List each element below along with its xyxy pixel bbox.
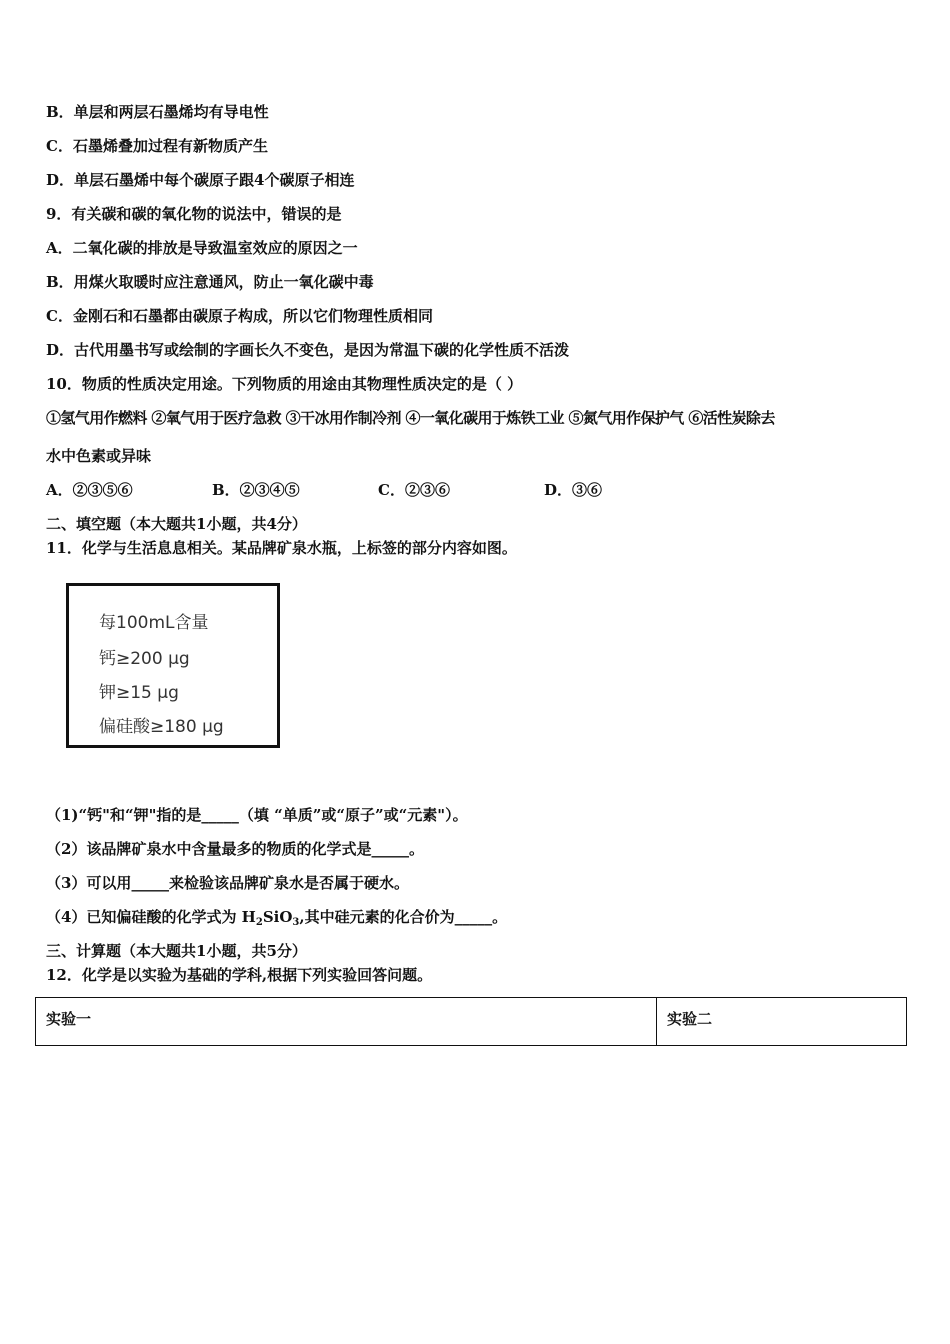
- q9-option-d: D．古代用墨书写或绘制的字画长久不变色，是因为常温下碳的化学性质不活泼: [46, 341, 570, 359]
- q12-stem: 12．化学是以实验为基础的学科,根据下列实验回答问题。: [46, 966, 433, 984]
- label-title: 每100mL含量: [99, 613, 209, 633]
- label-metasilicic-acid: 偏硅酸≥180 μg: [99, 717, 224, 737]
- experiment-1-header: 实验一: [36, 998, 657, 1046]
- table-row: [36, 998, 907, 1046]
- label-potassium: 钾≥15 μg: [99, 683, 179, 703]
- q10-items-line2: 水中色素或异味: [46, 447, 152, 465]
- q10-option-b: B．②③④⑤: [212, 481, 300, 499]
- experiment-table: [35, 997, 907, 1046]
- q11-part4-suffix: ,其中硅元素的化合价为_____。: [299, 908, 508, 926]
- formula-sio: SiO: [262, 908, 293, 926]
- water-label-figure: [66, 583, 280, 748]
- q11-stem: 11．化学与生活息息相关。某品牌矿泉水瓶，上标签的部分内容如图。: [46, 539, 517, 557]
- q9-option-a: A．二氧化碳的排放是导致温室效应的原因之一: [46, 239, 358, 257]
- q11-part3: （3）可以用_____来检验该品牌矿泉水是否属于硬水。: [46, 874, 409, 892]
- q10-option-c: C．②③⑥: [378, 481, 450, 499]
- q10-items-line1: ①氢气用作燃料 ②氧气用于医疗急救 ③干冰用作制冷剂 ④一氧化碳用于炼铁工业 ⑤氮气用作保护气 ⑥活性炭除去: [46, 409, 775, 427]
- q10-option-a: A．②③⑤⑥: [46, 481, 133, 499]
- q10-option-d: D．③⑥: [544, 481, 603, 499]
- subscript-2: 2: [255, 917, 263, 928]
- experiment-2-header: 实验二: [657, 998, 907, 1046]
- q9-option-c: C．金刚石和石墨都由碳原子构成，所以它们物理性质相同: [46, 307, 433, 325]
- q9-option-b: B．用煤火取暖时应注意通风，防止一氧化碳中毒: [46, 273, 374, 291]
- q11-part1: （1)“钙"和“钾"指的是_____（填 “单质”或“原子”或“元素"）。: [46, 806, 468, 824]
- q8-option-c: C．石墨烯叠加过程有新物质产生: [46, 137, 268, 155]
- label-calcium: 钙≥200 μg: [99, 649, 190, 669]
- q8-option-b: B．单层和两层石墨烯均有导电性: [46, 103, 269, 121]
- section-fill-in-heading: 二、填空题（本大题共1小题，共4分）: [46, 515, 307, 533]
- q11-part4: [46, 907, 507, 933]
- section-calc-heading: 三、计算题（本大题共1小题，共5分）: [46, 942, 307, 960]
- q10-stem: 10．物质的性质决定用途。下列物质的用途由其物理性质决定的是（ ）: [46, 375, 523, 393]
- q9-stem: 9．有关碳和碳的氧化物的说法中，错误的是: [46, 205, 342, 223]
- q11-part4-prefix: （4）已知偏硅酸的化学式为 H: [46, 908, 256, 926]
- q11-part2: （2）该品牌矿泉水中含量最多的物质的化学式是_____。: [46, 840, 424, 858]
- subscript-3: 3: [292, 917, 300, 928]
- q8-option-d: D．单层石墨烯中每个碳原子跟4个碳原子相连: [46, 171, 355, 189]
